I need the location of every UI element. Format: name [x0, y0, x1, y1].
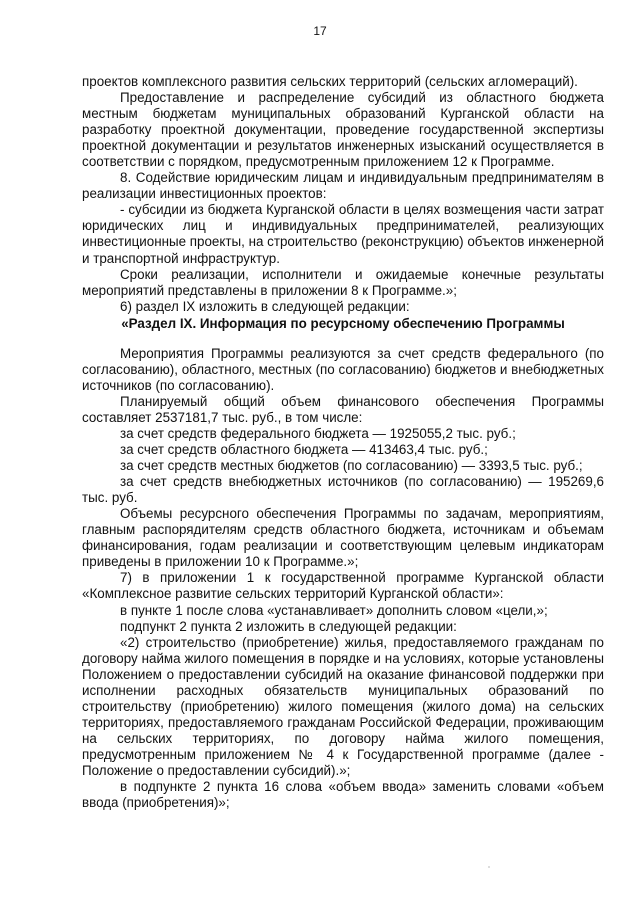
paragraph: Объемы ресурсного обеспечения Программы по задачам, мероприятиям, главным распорядителям средств областного бюджета, источникам и объемам финансирования, годам реализации и соответствующим целевым индикаторам приведены в приложении 10 к Программе.»; — [82, 506, 604, 570]
funding-line: за счет средств федерального бюджета — 1925055,2 тыс. руб.; — [120, 425, 516, 441]
funding-line: за счет средств местных бюджетов (по согласованию) — 3393,5 тыс. руб.; — [120, 458, 583, 474]
paragraph: в подпункте 2 пункта 16 слова «объем ввода» заменить словами «объем ввода (приобретения)»; — [82, 779, 604, 811]
paragraph: Мероприятия Программы реализуются за счет средств федерального (по согласованию), областного, местных (по согласованию) бюджетов и внебюджетных источников (по согласованию). — [82, 345, 604, 393]
list-item: - субсидии из бюджета Курганской области в целях возмещения части затрат юридических лиц и индивидуальных предпринимателей, реализующих инвестиционные проекты, на строительство (реконструкцию) объектов инженерной и транспортной инфраструктур. — [82, 202, 604, 266]
paragraph: Предоставление и распределение субсидий из областного бюджета местным бюджетам муниципальных образований Курганской области на разработку проектной документации, проведение государственной экспертизы проектной документации и результатов инженерных изысканий осуществляется в соответствии с порядком, предусмотренным приложением 12 к Программе. — [82, 90, 604, 170]
funding-line: за счет средств внебюджетных источников (по согласованию) — 195269,6 тыс. руб. — [82, 474, 604, 506]
paragraph: в пункте 1 после слова «устанавливает» дополнить словом «цели,»; — [120, 602, 548, 618]
section-heading: «Раздел IX. Информация по ресурсному обеспечению Программы — [121, 315, 565, 331]
paragraph: 7) в приложении 1 к государственной программе Курганской области «Комплексное развитие сельских территорий Курганской области»: — [82, 570, 604, 602]
paragraph: 8. Содействие юридическим лицам и индивидуальным предпринимателям в реализации инвестиционных проектов: — [82, 170, 604, 202]
funding-line: за счет средств областного бюджета — 413463,4 тыс. руб.; — [120, 442, 488, 458]
scan-speck — [488, 866, 490, 868]
document-body — [82, 74, 604, 811]
paragraph: Сроки реализации, исполнители и ожидаемые конечные результаты мероприятий представлены в приложении 8 к Программе.»; — [82, 266, 604, 298]
paragraph: Планируемый общий объем финансового обеспечения Программы составляет 2537181,7 тыс. руб., в том числе: — [82, 393, 604, 425]
paragraph: «2) строительство (приобретение) жилья, предоставляемого гражданам по договору найма жилого помещения в порядке и на условиях, которые установлены Положением о предоставлении субсидий на оказание финансовой поддержки при исполнении расходных обязательств муниципальных образований по строительству (приобретению) жилого помещения (жилого дома) на сельских территориях, предоставляемого гражданам Российской Федерации, проживающим на сельских территориях, по договору найма жилого помещения, предусмотренным приложением № 4 к Государственной программе (далее - Положение о предоставлении субсидий).»; — [82, 634, 604, 778]
paragraph: проектов комплексного развития сельских территорий (сельских агломераций). — [82, 74, 578, 89]
paragraph: подпункт 2 пункта 2 изложить в следующей редакции: — [120, 618, 457, 634]
paragraph: 6) раздел IX изложить в следующей редакции: — [120, 298, 410, 314]
page-number: 17 — [313, 24, 327, 38]
